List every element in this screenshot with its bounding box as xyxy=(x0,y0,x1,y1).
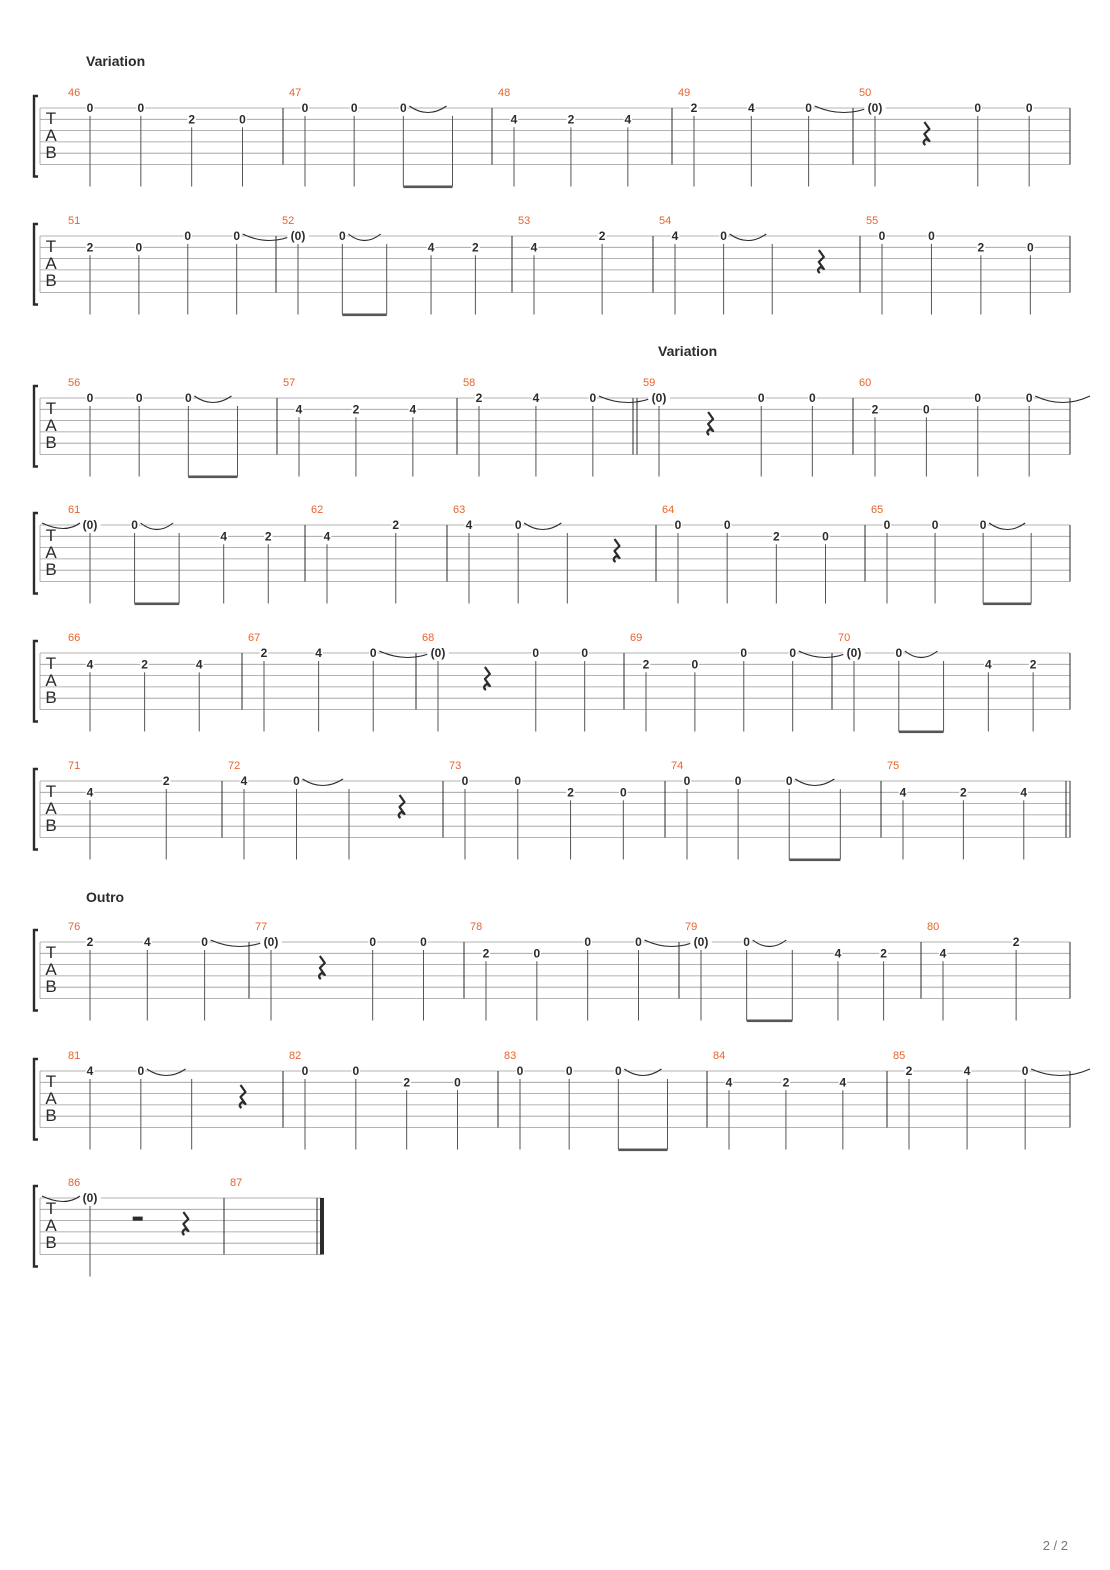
fret-number: 2 xyxy=(403,1075,411,1090)
fret-number: 2 xyxy=(86,935,94,949)
fret-number: 0 xyxy=(743,935,750,949)
fret-number: 2 xyxy=(1029,657,1037,672)
measure-number: 56 xyxy=(68,377,81,389)
measure-number: 54 xyxy=(659,215,672,227)
tab-system xyxy=(34,632,1070,733)
fret-number: 4 xyxy=(323,529,331,544)
tab-clef-letter: B xyxy=(45,977,57,996)
tab-system xyxy=(34,53,1070,188)
tie-arc xyxy=(624,1069,661,1076)
fret-number: 0 xyxy=(589,391,597,405)
fret-number: 0 xyxy=(301,1064,309,1078)
fret-number: 4 xyxy=(899,785,907,800)
measure-number: 83 xyxy=(504,1050,517,1062)
measure-number: 81 xyxy=(68,1050,81,1062)
fret-number: 2 xyxy=(475,391,483,405)
eighth-beam xyxy=(188,476,237,479)
fret-number: 4 xyxy=(747,101,755,115)
eighth-beam xyxy=(403,186,452,189)
system-bracket xyxy=(34,96,38,177)
section-label: Variation xyxy=(658,343,718,359)
fret-number: 2 xyxy=(871,402,879,417)
eighth-beam xyxy=(789,859,840,862)
fret-number: 0 xyxy=(233,229,241,243)
measure-number: 49 xyxy=(678,87,691,99)
fret-number: 0 xyxy=(135,391,143,405)
tab-clef-letter: A xyxy=(45,126,57,145)
fret-number: (0) xyxy=(846,646,862,660)
tab-system xyxy=(34,889,1070,1022)
tab-system xyxy=(34,760,1070,861)
tie-arc xyxy=(905,651,938,658)
fret-number: 0 xyxy=(822,529,829,544)
measure-number: 50 xyxy=(859,87,872,99)
measure-number: 58 xyxy=(463,377,476,389)
tab-system xyxy=(34,1177,324,1277)
measure-number: 76 xyxy=(68,921,81,933)
measure-number: 48 xyxy=(498,87,511,99)
fret-number: 4 xyxy=(86,1064,94,1078)
measure-number: 70 xyxy=(838,632,851,644)
system-bracket xyxy=(34,930,38,1011)
page-number: 2 / 2 xyxy=(1042,1538,1068,1553)
fret-number: 4 xyxy=(295,402,303,417)
measure-number: 47 xyxy=(289,87,302,99)
fret-number: 0 xyxy=(691,657,699,672)
fret-number: 0 xyxy=(514,774,522,788)
measure-number: 51 xyxy=(68,215,81,227)
fret-number: 0 xyxy=(184,229,192,243)
fret-number: 0 xyxy=(789,646,797,660)
measure-number: 65 xyxy=(871,504,884,516)
fret-number: 0 xyxy=(720,229,727,243)
fret-number: 4 xyxy=(86,657,94,672)
measure-number: 85 xyxy=(893,1050,906,1062)
fret-number: 0 xyxy=(974,391,982,405)
fret-number: 2 xyxy=(772,529,780,544)
system-bracket xyxy=(34,769,38,850)
tie-arc xyxy=(348,234,380,241)
fret-number: 2 xyxy=(472,240,479,255)
fret-number: 0 xyxy=(293,774,300,788)
fret-number: 0 xyxy=(135,240,143,255)
fret-number: 4 xyxy=(510,112,518,127)
measure-number: 68 xyxy=(422,632,435,644)
fret-number: 4 xyxy=(86,785,94,800)
tab-clef-letter: A xyxy=(45,1216,57,1235)
fret-number: 4 xyxy=(725,1075,733,1090)
fret-number: 0 xyxy=(352,1064,360,1078)
tab-clef-letter: B xyxy=(45,816,57,835)
fret-number: 0 xyxy=(931,518,939,532)
fret-number: 0 xyxy=(131,518,138,532)
fret-number: 0 xyxy=(1025,391,1033,405)
fret-number: 0 xyxy=(883,518,891,532)
fret-number: 0 xyxy=(420,935,427,949)
tie-arc xyxy=(141,523,174,530)
measure-number: 87 xyxy=(230,1177,243,1189)
fret-number: 0 xyxy=(923,402,930,417)
tab-clef-letter: T xyxy=(45,654,57,673)
tab-clef-letter: B xyxy=(45,1233,57,1252)
fret-number: 2 xyxy=(977,240,985,255)
tab-clef-letter: B xyxy=(45,433,57,452)
measure-number: 75 xyxy=(887,760,900,772)
fret-number: 4 xyxy=(315,646,322,660)
fret-number: 4 xyxy=(195,657,203,672)
fret-number: (0) xyxy=(430,646,446,660)
system-bracket xyxy=(34,1059,38,1140)
fret-number: 0 xyxy=(137,101,145,115)
fret-number: 0 xyxy=(201,935,208,949)
system-bracket xyxy=(34,386,38,467)
measure-number: 86 xyxy=(68,1177,81,1189)
eighth-beam xyxy=(342,314,386,317)
measure-number: 63 xyxy=(453,504,466,516)
fret-number: 2 xyxy=(642,657,650,672)
fret-number: 0 xyxy=(86,391,94,405)
tab-system xyxy=(34,215,1070,316)
fret-number: 2 xyxy=(905,1064,913,1078)
tab-clef-letter: A xyxy=(45,960,57,979)
eighth-beam xyxy=(135,603,180,606)
final-barline-thick xyxy=(320,1198,324,1255)
measure-number: 79 xyxy=(685,921,698,933)
measure-number: 74 xyxy=(671,760,684,772)
fret-number: 0 xyxy=(614,1064,622,1078)
fret-number: (0) xyxy=(693,935,709,949)
fret-number: 0 xyxy=(1021,1064,1029,1078)
fret-number: 0 xyxy=(339,229,346,243)
fret-number: 4 xyxy=(963,1064,971,1078)
fret-number: 2 xyxy=(960,785,967,800)
tab-clef-letter: T xyxy=(45,1199,57,1218)
fret-number: 0 xyxy=(928,229,935,243)
fret-number: 2 xyxy=(567,785,574,800)
measure-number: 72 xyxy=(228,760,241,772)
eighth-beam xyxy=(899,731,944,734)
measure-number: 73 xyxy=(449,760,462,772)
fret-number: 2 xyxy=(880,946,887,961)
fret-number: 0 xyxy=(239,112,246,127)
fret-number: 2 xyxy=(141,657,148,672)
tie-arc xyxy=(1035,396,1090,403)
system-bracket xyxy=(34,1186,38,1267)
fret-number: 0 xyxy=(1025,101,1033,115)
eighth-beam xyxy=(747,1020,793,1023)
fret-number: 0 xyxy=(808,391,816,405)
measure-number: 66 xyxy=(68,632,81,644)
fret-number: 0 xyxy=(454,1075,461,1090)
tab-clef-letter: A xyxy=(45,416,57,435)
fret-number: 4 xyxy=(671,229,679,243)
fret-number: 0 xyxy=(184,391,192,405)
system-bracket xyxy=(34,224,38,305)
eighth-beam xyxy=(983,603,1031,606)
eighth-beam xyxy=(618,1149,667,1152)
fret-number: 4 xyxy=(427,240,435,255)
measure-number: 59 xyxy=(643,377,656,389)
tab-system xyxy=(34,343,1090,478)
fret-number: 0 xyxy=(584,935,592,949)
measure-number: 71 xyxy=(68,760,81,772)
measure-number: 84 xyxy=(713,1050,726,1062)
fret-number: 4 xyxy=(143,935,151,949)
fret-number: 4 xyxy=(624,112,632,127)
fret-number: 2 xyxy=(264,529,272,544)
tab-clef-letter: T xyxy=(45,1072,57,1091)
fret-number: 2 xyxy=(188,112,196,127)
tie-arc xyxy=(211,940,269,947)
tie-arc xyxy=(989,523,1025,530)
fret-number: 2 xyxy=(1012,935,1020,949)
fret-number: 2 xyxy=(782,1075,790,1090)
fret-number: 4 xyxy=(220,529,228,544)
tab-clef-letter: A xyxy=(45,543,57,562)
measure-number: 62 xyxy=(311,504,324,516)
fret-number: 2 xyxy=(392,518,400,532)
tie-arc xyxy=(409,106,446,113)
fret-number: (0) xyxy=(82,1191,98,1205)
fret-number: 2 xyxy=(598,229,606,243)
fret-number: 4 xyxy=(532,391,540,405)
fret-number: (0) xyxy=(867,101,883,115)
tab-clef-letter: A xyxy=(45,799,57,818)
measure-number: 55 xyxy=(866,215,879,227)
section-label: Variation xyxy=(86,53,146,69)
fret-number: 4 xyxy=(939,946,947,961)
measure-number: 53 xyxy=(518,215,531,227)
fret-number: 0 xyxy=(878,229,886,243)
fret-number: 0 xyxy=(785,774,793,788)
measure-number: 57 xyxy=(283,377,296,389)
tie-arc xyxy=(1031,1069,1090,1076)
measure-number: 46 xyxy=(68,87,81,99)
tie-arc xyxy=(194,396,231,403)
fret-number: 0 xyxy=(740,646,748,660)
fret-number: 0 xyxy=(399,101,407,115)
fret-number: (0) xyxy=(82,518,98,532)
measure-number: 69 xyxy=(630,632,643,644)
tie-arc xyxy=(524,523,561,530)
tie-arc xyxy=(753,940,787,947)
fret-number: 0 xyxy=(635,935,642,949)
measure-number: 78 xyxy=(470,921,483,933)
measure-number: 67 xyxy=(248,632,261,644)
fret-number: 4 xyxy=(839,1075,847,1090)
tie-arc xyxy=(147,1069,186,1076)
fret-number: 2 xyxy=(352,402,360,417)
fret-number: 0 xyxy=(979,518,987,532)
fret-number: 2 xyxy=(567,112,575,127)
tab-clef-letter: A xyxy=(45,254,57,273)
section-label: Outro xyxy=(86,889,125,905)
tab-clef-letter: A xyxy=(45,1089,57,1108)
fret-number: 4 xyxy=(1020,785,1028,800)
fret-number: 0 xyxy=(461,774,469,788)
tab-clef-letter: T xyxy=(45,943,57,962)
fret-number: 0 xyxy=(350,101,358,115)
tab-clef-letter: B xyxy=(45,271,57,290)
measure-number: 60 xyxy=(859,377,872,389)
fret-number: (0) xyxy=(290,229,306,243)
fret-number: 0 xyxy=(137,1064,145,1078)
fret-number: 2 xyxy=(690,101,698,115)
fret-number: 0 xyxy=(734,774,742,788)
fret-number: (0) xyxy=(263,935,279,949)
tab-clef-letter: B xyxy=(45,560,57,579)
measure-number: 64 xyxy=(662,504,675,516)
system-bracket xyxy=(34,513,38,594)
fret-number: 0 xyxy=(565,1064,573,1078)
fret-number: 0 xyxy=(757,391,765,405)
tab-clef-letter: B xyxy=(45,143,57,162)
tab-clef-letter: B xyxy=(45,688,57,707)
fret-number: 0 xyxy=(532,646,540,660)
fret-number: 0 xyxy=(369,646,377,660)
fret-number: 4 xyxy=(985,657,992,672)
measure-number: 82 xyxy=(289,1050,302,1062)
tie-arc xyxy=(795,779,834,786)
fret-number: 2 xyxy=(162,774,170,788)
fret-number: 0 xyxy=(514,518,522,532)
fret-number: 0 xyxy=(369,935,377,949)
fret-number: 0 xyxy=(723,518,731,532)
tie-arc xyxy=(303,779,344,786)
tab-system xyxy=(34,504,1070,605)
fret-number: 0 xyxy=(619,785,627,800)
fret-number: 4 xyxy=(530,240,538,255)
fret-number: 0 xyxy=(805,101,812,115)
tab-clef-letter: T xyxy=(45,237,57,256)
tab-clef-letter: A xyxy=(45,671,57,690)
fret-number: (0) xyxy=(651,391,667,405)
measure-number: 52 xyxy=(282,215,295,227)
tab-clef-letter: B xyxy=(45,1106,57,1125)
tab-clef-letter: T xyxy=(45,399,57,418)
fret-number: 0 xyxy=(86,101,94,115)
system-bracket xyxy=(34,641,38,722)
fret-number: 0 xyxy=(674,518,682,532)
tab-clef-letter: T xyxy=(45,109,57,128)
fret-number: 0 xyxy=(1026,240,1034,255)
fret-number: 2 xyxy=(86,240,94,255)
fret-number: 0 xyxy=(301,101,309,115)
fret-number: 4 xyxy=(834,946,842,961)
tie-arc xyxy=(730,234,767,241)
fret-number: 0 xyxy=(516,1064,524,1078)
measure-number: 61 xyxy=(68,504,81,516)
fret-number: 0 xyxy=(974,101,982,115)
fret-number: 2 xyxy=(260,646,268,660)
fret-number: 2 xyxy=(482,946,490,961)
tie-arc xyxy=(815,106,873,113)
fret-number: 0 xyxy=(533,946,541,961)
tab-clef-letter: T xyxy=(45,526,57,545)
fret-number: 4 xyxy=(465,518,473,532)
half-rest xyxy=(133,1217,143,1221)
fret-number: 0 xyxy=(683,774,691,788)
fret-number: 4 xyxy=(240,774,248,788)
fret-number: 0 xyxy=(581,646,589,660)
measure-number: 77 xyxy=(255,921,268,933)
tab-clef-letter: T xyxy=(45,782,57,801)
tab-system xyxy=(34,1050,1090,1151)
measure-number: 80 xyxy=(927,921,940,933)
fret-number: 0 xyxy=(895,646,903,660)
fret-number: 4 xyxy=(409,402,417,417)
